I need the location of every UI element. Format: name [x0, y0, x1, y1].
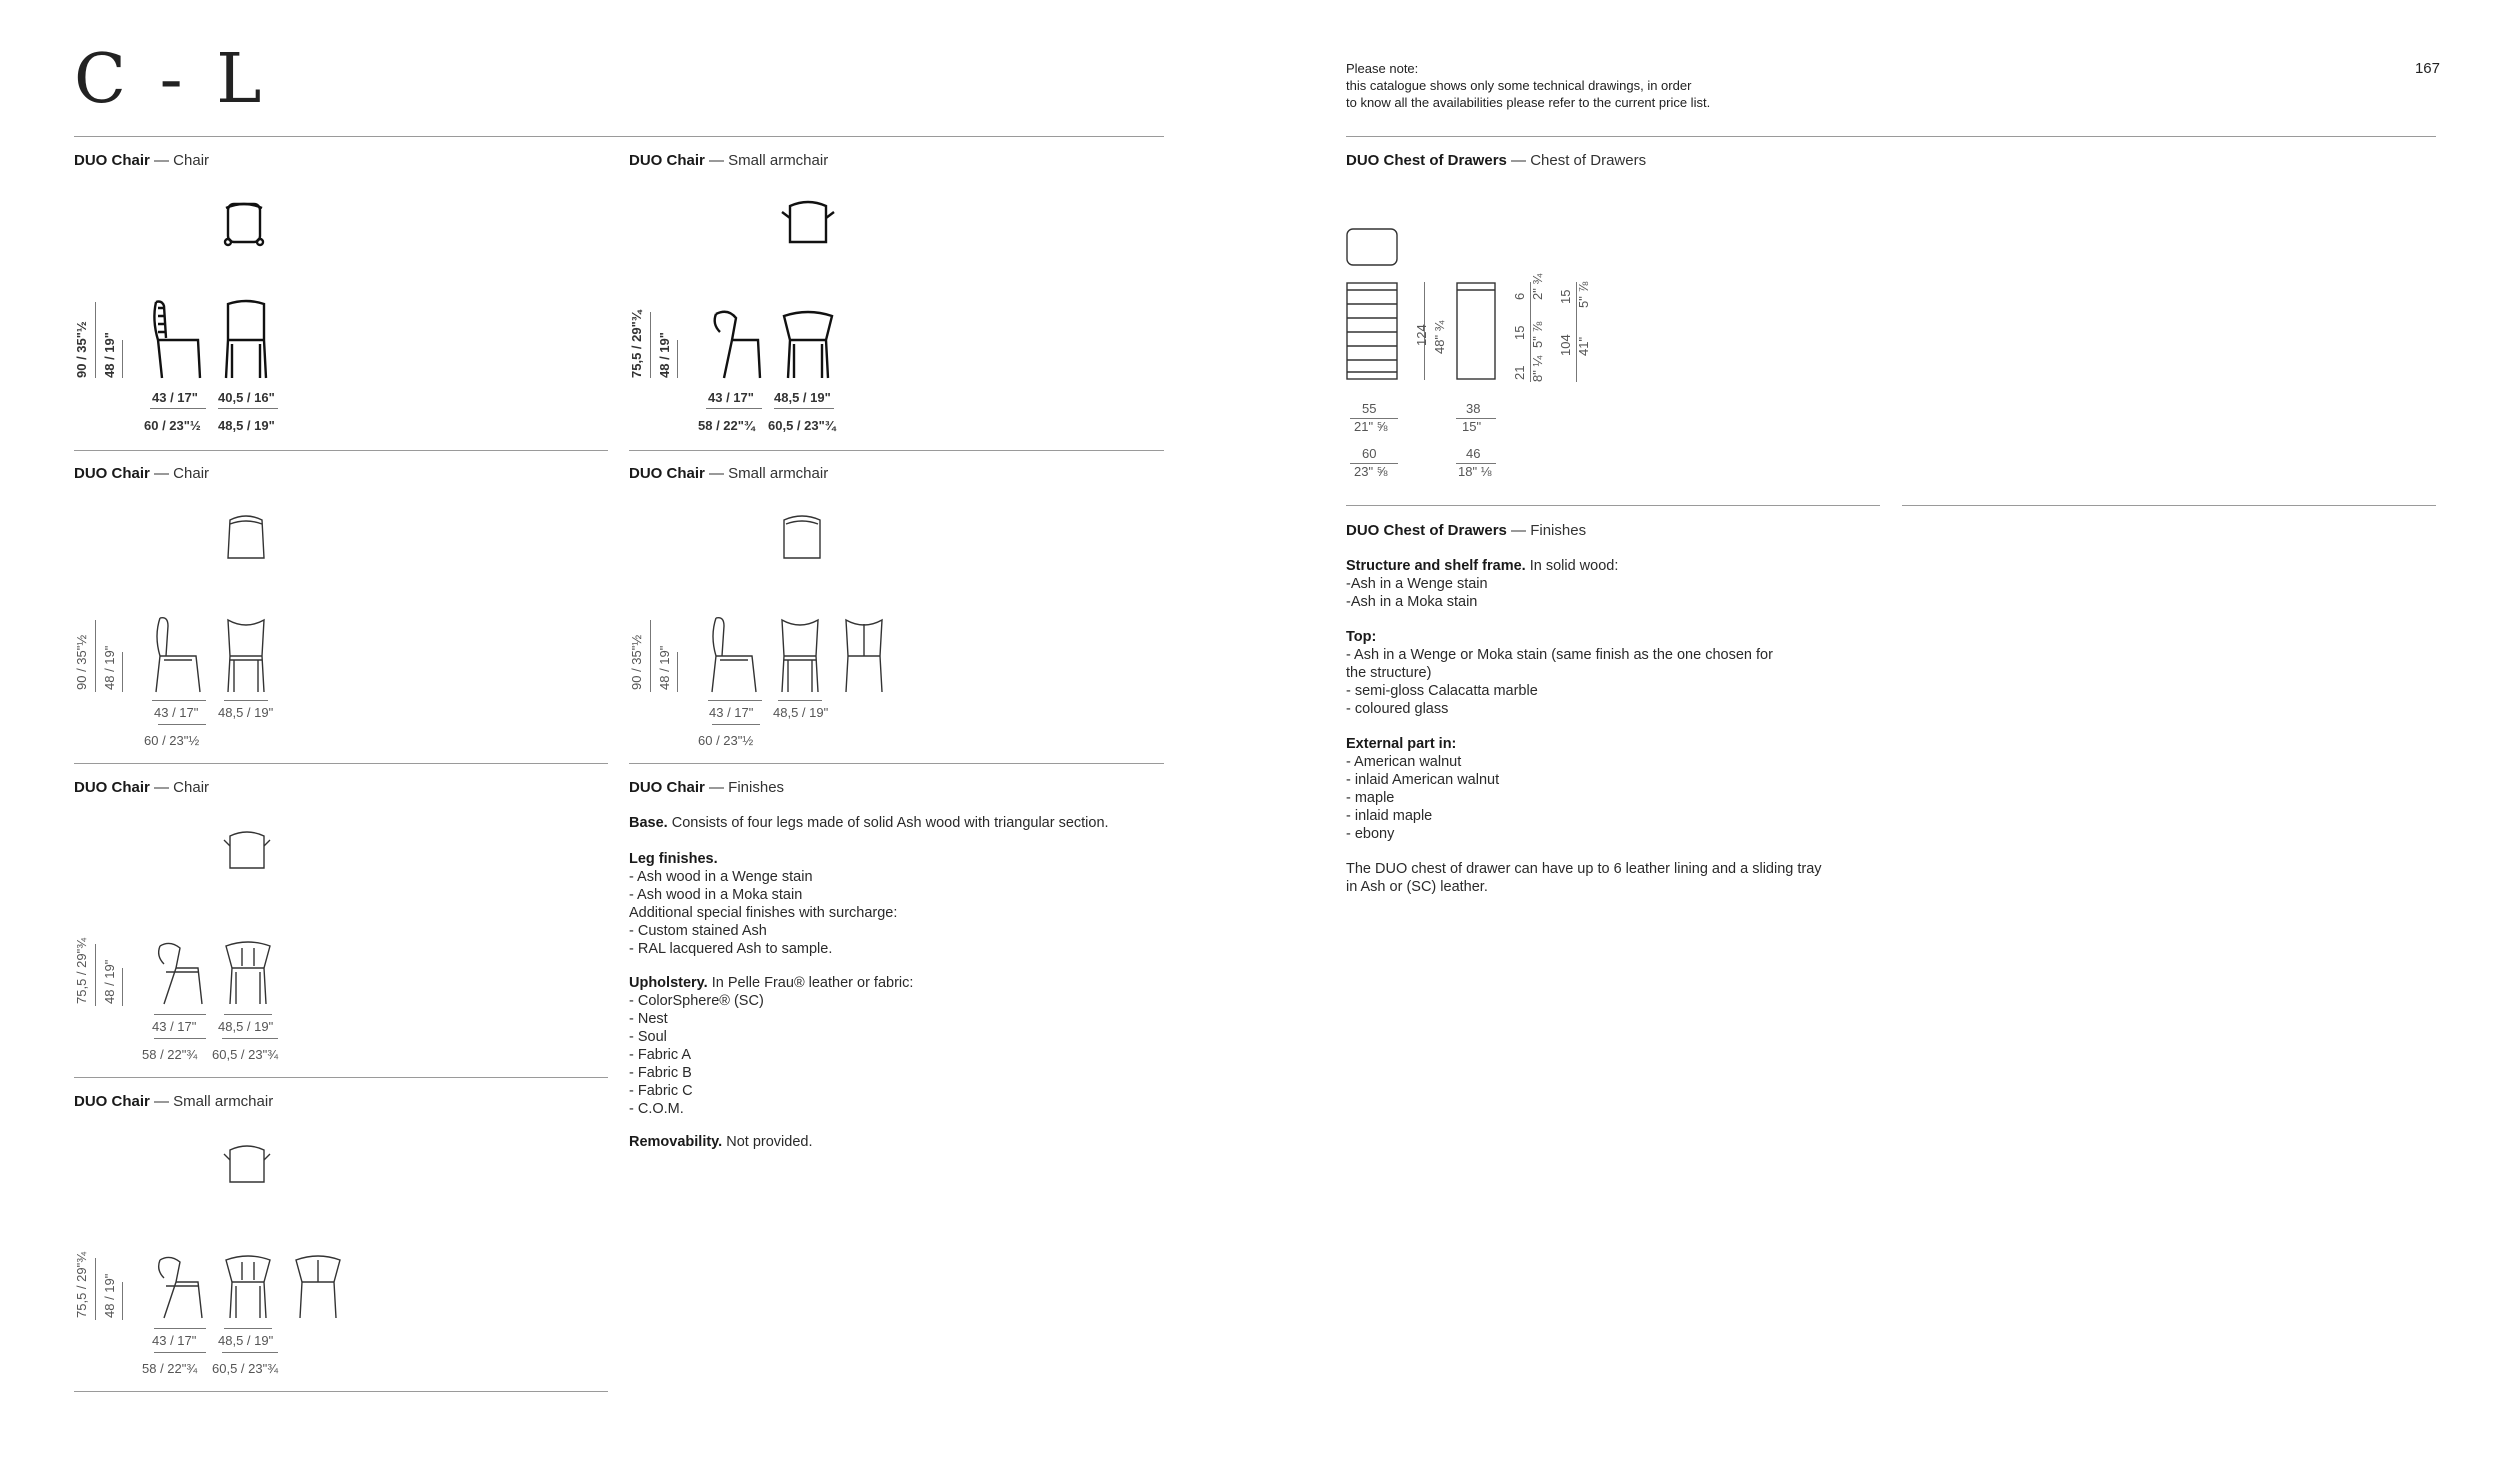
dimension-label: 60 / 23"½ [144, 733, 200, 748]
dimension-label: 40,5 / 16" [218, 390, 275, 405]
armchair-front-view [780, 310, 836, 382]
dimension-label: 15 [1558, 289, 1573, 304]
dimension-label: 5" ⅞ [1530, 321, 1545, 348]
dimension-label: 8" ¼ [1530, 355, 1545, 382]
chair-top-view [222, 828, 272, 876]
dimension-line [650, 620, 651, 692]
dimension-line [122, 340, 123, 378]
dimension-label: 48 / 19" [102, 1273, 117, 1318]
block-title: DUO Chair — Small armchair [74, 1093, 274, 1110]
dimension-line [158, 724, 206, 725]
chair-front-view [224, 940, 272, 1008]
finishes-top-label: Top: [1346, 629, 1377, 645]
dimension-line [122, 1282, 123, 1320]
armchair-top-view [780, 514, 824, 566]
dimension-line [154, 1014, 206, 1015]
dimension-label: 46 [1466, 446, 1481, 461]
dimension-line [224, 700, 268, 701]
dimension-label: 60,5 / 23"¾ [212, 1361, 279, 1376]
finishes-top-list: - Ash in a Wenge or Moka stain (same finish as the one chosen for the structure) - semi-gloss Calacatta marble - coloured glass [1346, 647, 1773, 717]
chair-top-view [220, 198, 270, 250]
finishes-leg-label: Leg finishes. [629, 851, 718, 867]
section-title: C - L [74, 40, 268, 119]
finishes-external-label: External part in: [1346, 736, 1457, 752]
block-title: DUO Chest of Drawers — Finishes [1346, 522, 1587, 539]
dimension-line [712, 724, 760, 725]
dimension-label: 75,5 / 29"¾ [74, 1251, 89, 1318]
dimension-line [218, 408, 278, 409]
dimension-line [152, 700, 206, 701]
block-title: DUO Chair — Chair [74, 465, 210, 482]
dimension-line [224, 1328, 272, 1329]
finishes-base: Base. Consists of four legs made of solid Ash wood with triangular section. [629, 815, 1109, 831]
divider [74, 136, 1164, 137]
armchair-side-view [154, 1254, 206, 1322]
finishes-structure-list: -Ash in a Wenge stain -Ash in a Moka stain [1346, 576, 1488, 610]
dimension-label: 43 / 17" [709, 705, 754, 720]
dimension-line [95, 620, 96, 692]
dimension-label: 48 / 19" [102, 332, 117, 378]
note-line: Please note: [1346, 61, 1419, 76]
note-line: this catalogue shows only some technical drawings, in order [1346, 78, 1692, 93]
dimension-line [706, 408, 762, 409]
dimension-label: 48,5 / 19" [218, 705, 274, 720]
dimension-line [154, 1038, 206, 1039]
dimension-line [122, 968, 123, 1006]
dimension-line [778, 700, 822, 701]
dimension-label: 23" ⅝ [1354, 464, 1388, 479]
catalogue-note [1346, 60, 1710, 111]
dimension-label: 60 [1362, 446, 1377, 461]
dimension-label: 48 / 19" [657, 645, 672, 690]
dimension-label: 48,5 / 19" [218, 1019, 274, 1034]
dimension-line [677, 652, 678, 692]
dimension-line [154, 1328, 206, 1329]
dimension-line [224, 1014, 272, 1015]
note-line: to know all the availabilities please refer to the current price list. [1346, 95, 1711, 110]
chair-side-view [152, 616, 206, 694]
finishes-external-list: - American walnut - inlaid American walnut - maple - inlaid maple - ebony [1346, 754, 1500, 842]
chair-top-view [224, 514, 268, 566]
chair-front-view [224, 616, 268, 694]
divider [629, 450, 1164, 451]
dimension-line [95, 944, 96, 1006]
dimension-line [774, 408, 834, 409]
dimension-label: 90 / 35"½ [629, 634, 644, 690]
dimension-label: 75,5 / 29"¾ [74, 937, 89, 1004]
dimension-label: 48 / 19" [657, 332, 672, 378]
dimension-label: 58 / 22"¾ [142, 1047, 198, 1062]
dimension-label: 104 [1558, 334, 1573, 356]
dimension-line [708, 700, 762, 701]
dimension-line [1530, 282, 1531, 382]
dimension-label: 48,5 / 19" [218, 1333, 274, 1348]
dimension-label: 21" ⅝ [1354, 419, 1388, 434]
dimension-label: 60,5 / 23"¾ [768, 418, 836, 433]
dimension-label: 60,5 / 23"¾ [212, 1047, 279, 1062]
dimension-label: 75,5 / 29"¾ [629, 310, 644, 378]
dimension-label: 58 / 22"¾ [698, 418, 755, 433]
chest-front-view [1346, 282, 1398, 382]
divider [74, 1077, 608, 1078]
dimension-label: 2" ¾ [1530, 273, 1545, 300]
dimension-label: 90 / 35"½ [74, 634, 89, 690]
block-title: DUO Chair — Chair [74, 779, 210, 796]
divider [629, 763, 1164, 764]
armchair-front-view [778, 616, 822, 694]
dimension-line [95, 302, 96, 378]
armchair-top-view [780, 198, 836, 250]
dimension-label: 6 [1512, 292, 1527, 300]
dimension-line [222, 1038, 278, 1039]
divider [1346, 136, 2436, 137]
chest-side-view [1456, 282, 1498, 382]
divider [74, 1391, 608, 1392]
armchair-side-view [710, 310, 766, 382]
chair-side-view [154, 940, 206, 1008]
finishes-upholstery: Upholstery. In Pelle Frau® leather or fabric: [629, 975, 914, 991]
dimension-label: 18" ⅛ [1458, 464, 1492, 479]
dimension-label: 48,5 / 19" [773, 705, 829, 720]
dimension-label: 15 [1512, 325, 1527, 340]
finishes-structure: Structure and shelf frame. In solid wood: [1346, 558, 1619, 574]
dimension-label: 5" ⅞ [1576, 281, 1591, 308]
dimension-line [154, 1352, 206, 1353]
armchair-top-view [222, 1142, 272, 1190]
armchair-front-view [224, 1254, 272, 1322]
dimension-line [122, 652, 123, 692]
page-number: 167 [2414, 60, 2440, 77]
dimension-line [150, 408, 206, 409]
dimension-label: 124 [1414, 324, 1429, 346]
dimension-label: 38 [1466, 401, 1481, 416]
block-title: DUO Chair — Small armchair [629, 465, 829, 482]
dimension-label: 55 [1362, 401, 1377, 416]
dimension-label: 43 / 17" [152, 390, 198, 405]
dimension-label: 48,5 / 19" [774, 390, 831, 405]
dimension-label: 48" ¾ [1432, 320, 1447, 354]
dimension-label: 90 / 35"½ [74, 321, 89, 378]
dimension-label: 43 / 17" [708, 390, 754, 405]
dimension-label: 41" [1576, 336, 1591, 356]
finishes-upholstery-list: - ColorSphere® (SC) - Nest - Soul - Fabric A - Fabric B - Fabric C - C.O.M. [629, 993, 764, 1117]
block-title: DUO Chair — Finishes [629, 779, 785, 796]
dimension-line [95, 1258, 96, 1320]
dimension-label: 43 / 17" [152, 1333, 197, 1348]
chair-side-view [150, 300, 206, 382]
dimension-line [650, 312, 651, 378]
dimension-line [1576, 282, 1577, 382]
finishes-leg-list: - Ash wood in a Wenge stain - Ash wood in a Moka stain Additional special finishes with surcharge: - Custom stained Ash - RAL lacquered Ash to sample. [629, 869, 898, 957]
divider [1346, 505, 1880, 506]
dimension-label: 48 / 19" [102, 959, 117, 1004]
armchair-back-view [294, 1254, 342, 1322]
finishes-chest-note: The DUO chest of drawer can have up to 6 leather lining and a sliding tray in Ash or (SC) leather. [1346, 861, 1822, 895]
dimension-label: 48 / 19" [102, 645, 117, 690]
dimension-label: 60 / 23"½ [698, 733, 754, 748]
dimension-label: 21 [1512, 365, 1527, 380]
armchair-side-view [708, 616, 762, 694]
block-title: DUO Chair — Small armchair [629, 152, 829, 169]
dimension-line [222, 1352, 278, 1353]
dimension-label: 58 / 22"¾ [142, 1361, 198, 1376]
divider [74, 450, 608, 451]
dimension-label: 60 / 23"½ [144, 418, 201, 433]
dimension-label: 43 / 17" [152, 1019, 197, 1034]
armchair-back-view [842, 616, 886, 694]
dimension-label: 48,5 / 19" [218, 418, 275, 433]
finishes-removability: Removability. Not provided. [629, 1134, 813, 1150]
dimension-line [677, 340, 678, 378]
chest-top-view [1346, 228, 1398, 268]
block-title: DUO Chair — Chair [74, 152, 210, 169]
dimension-label: 15" [1462, 419, 1482, 434]
divider [1902, 505, 2436, 506]
dimension-label: 43 / 17" [154, 705, 199, 720]
divider [74, 763, 608, 764]
chair-front-view [222, 300, 270, 382]
block-title: DUO Chest of Drawers — Chest of Drawers [1346, 152, 1647, 169]
